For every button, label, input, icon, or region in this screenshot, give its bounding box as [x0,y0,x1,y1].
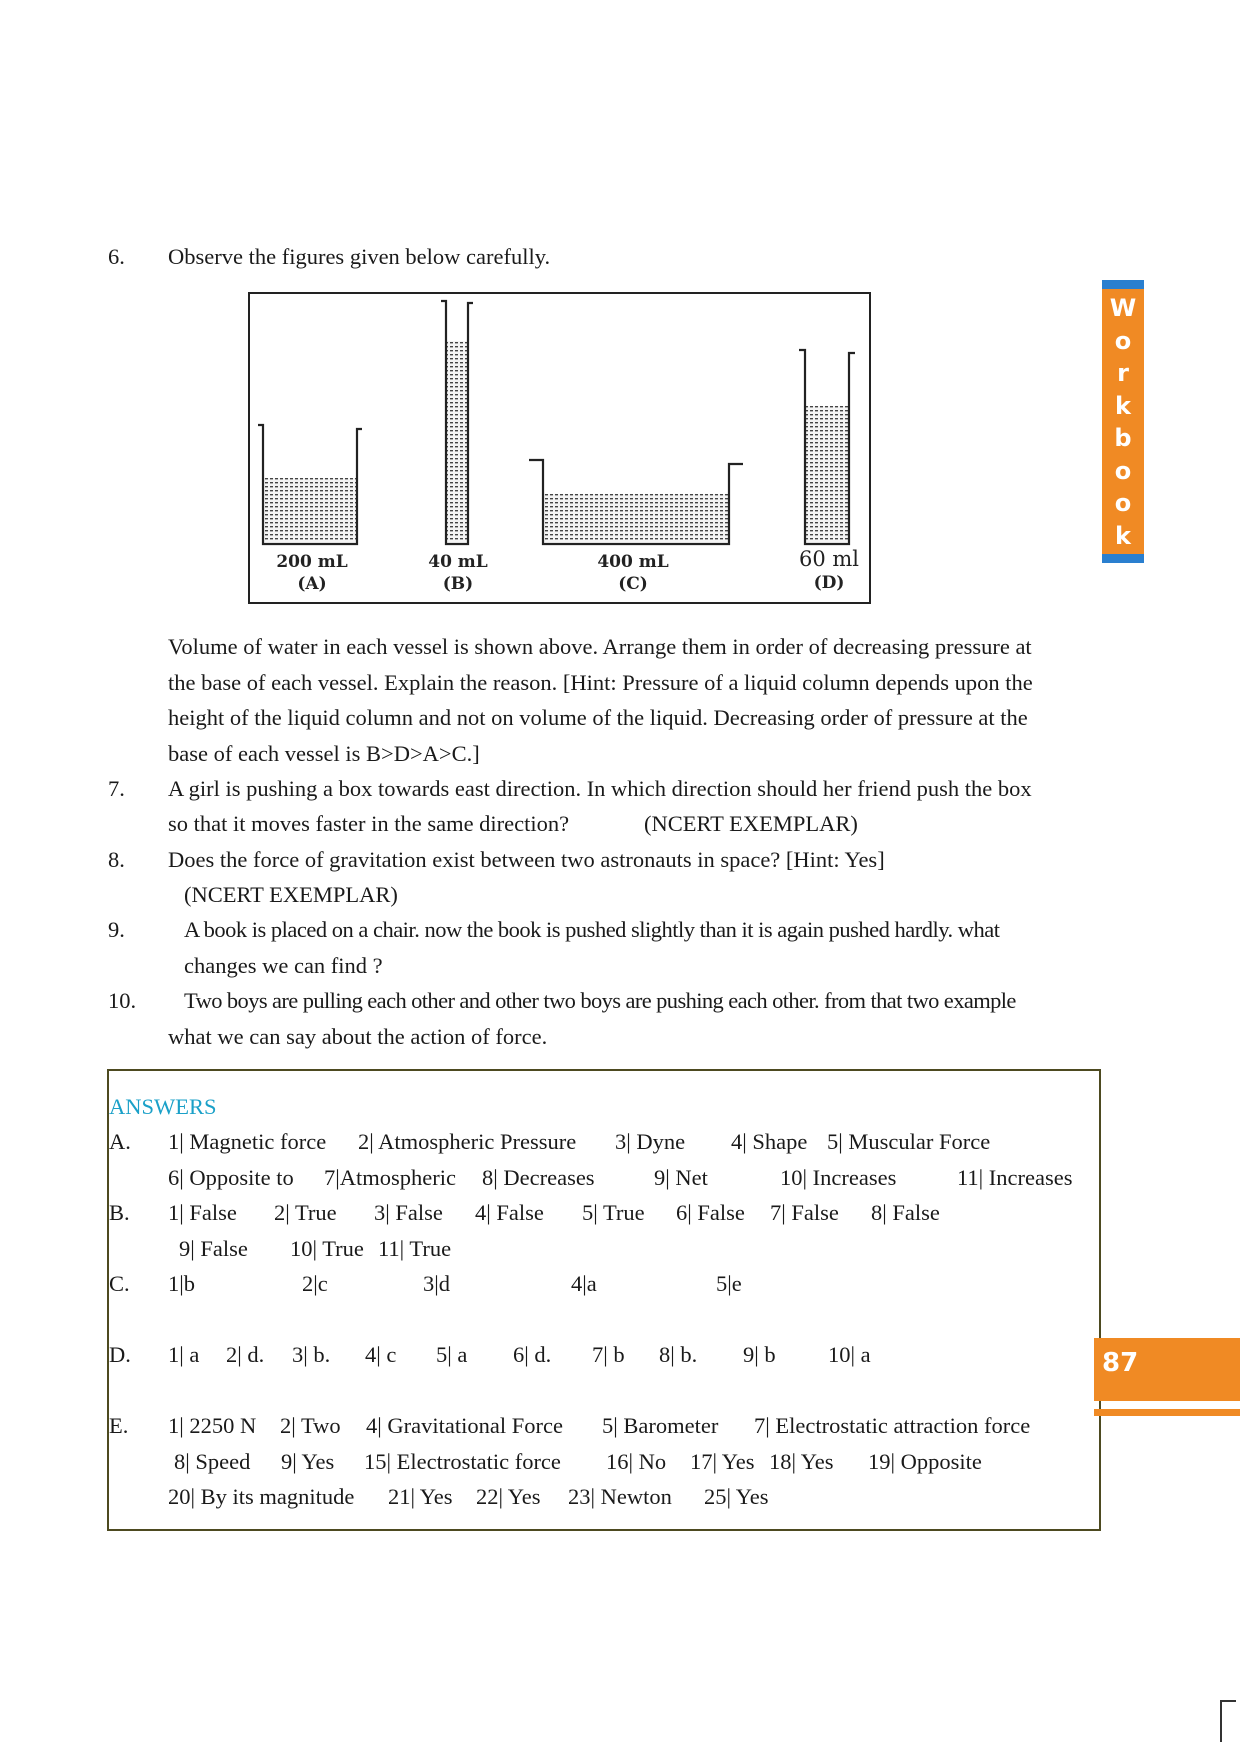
answer-item: 7| Electrostatic attraction force [754,1413,1031,1438]
vessels-figure [248,292,871,604]
question-7-line-1: A girl is pushing a box towards east direction. In which direction should her friend push the box [168,776,1032,801]
answer-item: 7| b [592,1342,625,1367]
answer-item: 20| By its magnitude [168,1484,355,1509]
tab-letter: W [1109,294,1137,322]
answer-section-e-letter: E. [109,1413,129,1438]
answer-item: 11| True [378,1236,452,1261]
answer-item: 8| b. [659,1342,698,1367]
answer-item: 3| b. [292,1342,331,1367]
answer-item: 17| Yes [690,1449,755,1474]
question-10-number: 10. [108,988,137,1013]
answer-item: 19| Opposite [868,1449,982,1474]
vessel-d-tag: (D) [813,573,845,593]
answer-item: 4| Gravitational Force [366,1413,563,1438]
question-10-line-1: Two boys are pulling each other and other two boys are pushing each other. from that two example [184,988,1016,1013]
vessel-c-label [583,551,683,595]
vessel-c [529,460,743,544]
answer-item: 21| Yes [388,1484,453,1509]
answer-item: 1|b [168,1271,196,1296]
answer-item: 6| d. [513,1342,552,1367]
question-8-number: 8. [108,847,125,872]
vessel-a-tag: (A) [297,574,327,594]
vessel-a [258,425,362,544]
answer-item: 11| Increases [957,1165,1073,1190]
answer-item: 10| a [828,1342,871,1367]
answer-item: 4| Shape [731,1129,808,1154]
answer-item: 2| Atmospheric Pressure [358,1129,577,1154]
answer-section-d-letter: D. [109,1342,131,1367]
vessel-c-volume: 400 mL [597,552,669,572]
answer-item: 6| False [676,1200,745,1225]
vessel-b [441,301,473,544]
question-8-line-1: Does the force of gravitation exist between two astronauts in space? [Hint: Yes] [168,847,885,872]
paragraph-line: the base of each vessel. Explain the reason. [Hint: Pressure of a liquid column depends upon the [168,669,1033,695]
question-6-paragraph [168,629,1098,771]
question-9-line-1: A book is placed on a chair. now the book is pushed slightly than it is again pushed hardly. what [184,917,1000,942]
question-6-number: 6. [108,244,125,269]
answer-item: 4| False [475,1200,544,1225]
tab-letter: o [1114,326,1132,355]
answer-item: 2| Two [280,1413,341,1438]
answer-item: 1| a [168,1342,200,1367]
page-number-box [1094,1338,1240,1401]
answer-item: 7| False [770,1200,839,1225]
answer-item: 15| Electrostatic force [364,1449,561,1474]
answer-item: 1| 2250 N [168,1413,257,1438]
answer-item: 3|d [423,1271,451,1296]
vessel-d-volume: 60 ml [798,547,860,571]
question-7-line-2: so that it moves faster in the same direction? [168,811,570,836]
vessel-b-volume: 40 mL [428,552,488,572]
page-number-rule [1094,1409,1240,1416]
paragraph-line: Volume of water in each vessel is shown above. Arrange them in order of decreasing pressure at [168,634,1032,659]
answer-item: 3| False [374,1200,443,1225]
answer-item: 8| Decreases [482,1165,595,1190]
answer-item: 9| Yes [281,1449,335,1474]
question-10-line-2: what we can say about the action of force. [168,1024,548,1049]
answer-item: 9| b [743,1342,776,1367]
vessel-b-tag: (B) [442,574,474,594]
answer-item: 3| Dyne [615,1129,686,1154]
tab-letters [1102,289,1144,554]
tab-letter: b [1114,424,1132,452]
vessel-c-tag: (C) [618,574,648,594]
answer-item: 1| Magnetic force [168,1129,327,1154]
answer-item: 25| Yes [704,1484,769,1509]
tab-letter: r [1117,359,1129,387]
vessel-b-label [413,551,503,595]
answer-item: 23| Newton [568,1484,672,1509]
answer-item: 8| Speed [174,1449,251,1474]
answer-item: 8| False [871,1200,940,1225]
vessel-d [799,350,855,544]
tab-letter: o [1114,456,1132,485]
question-8-source: (NCERT EXEMPLAR) [184,882,398,907]
paragraph-line: base of each vessel is B>D>A>C.] [168,740,480,766]
tab-bottom-bar [1102,554,1144,563]
tab-letter: k [1115,391,1131,420]
tab-letter: k [1115,521,1131,550]
answer-item: 4| c [365,1342,397,1367]
question-9-line-2: changes we can find ? [184,953,383,978]
answer-item: 4|a [571,1271,597,1296]
answer-item: 2| d. [226,1342,265,1367]
answer-item: 9| Net [654,1165,708,1190]
answer-item: 6| Opposite to [168,1165,294,1190]
question-6-text: Observe the figures given below carefully. [168,244,551,269]
answer-section-a-letter: A. [109,1129,131,1154]
answer-item: 22| Yes [476,1484,541,1509]
answer-item: 10| Increases [780,1165,897,1190]
tab-top-bar [1102,280,1144,289]
answer-item: 7|Atmospheric [324,1165,456,1190]
tab-letter: o [1114,489,1132,517]
vessel-a-volume: 200 mL [276,552,348,572]
answer-item: 5|e [716,1271,742,1296]
answers-title: ANSWERS [109,1094,217,1119]
workbook-side-tab [1102,280,1144,563]
vessel-d-label [779,548,879,594]
answer-item: 16| No [606,1449,667,1474]
answer-item: 5| True [582,1200,645,1225]
page-number: 87 [1102,1348,1139,1378]
question-7-source: (NCERT EXEMPLAR) [644,811,858,836]
answer-section-b-letter: B. [109,1200,130,1225]
answer-item: 9| False [179,1236,248,1261]
question-9-number: 9. [108,917,125,942]
answer-item: 5| Barometer [602,1413,719,1438]
question-7-number: 7. [108,776,125,801]
answer-item: 18| Yes [769,1449,834,1474]
answer-item: 2| True [274,1200,337,1225]
answer-item: 5| a [436,1342,468,1367]
paragraph-line: height of the liquid column and not on volume of the liquid. Decreasing order of pressure at the [168,705,1028,730]
answer-section-c-letter: C. [109,1271,130,1296]
crop-mark [1220,1700,1236,1742]
answer-item: 2|c [302,1271,328,1296]
answer-item: 10| True [290,1236,364,1261]
answer-item: 5| Muscular Force [827,1129,991,1154]
vessel-a-label [267,551,357,595]
answer-item: 1| False [168,1200,237,1225]
